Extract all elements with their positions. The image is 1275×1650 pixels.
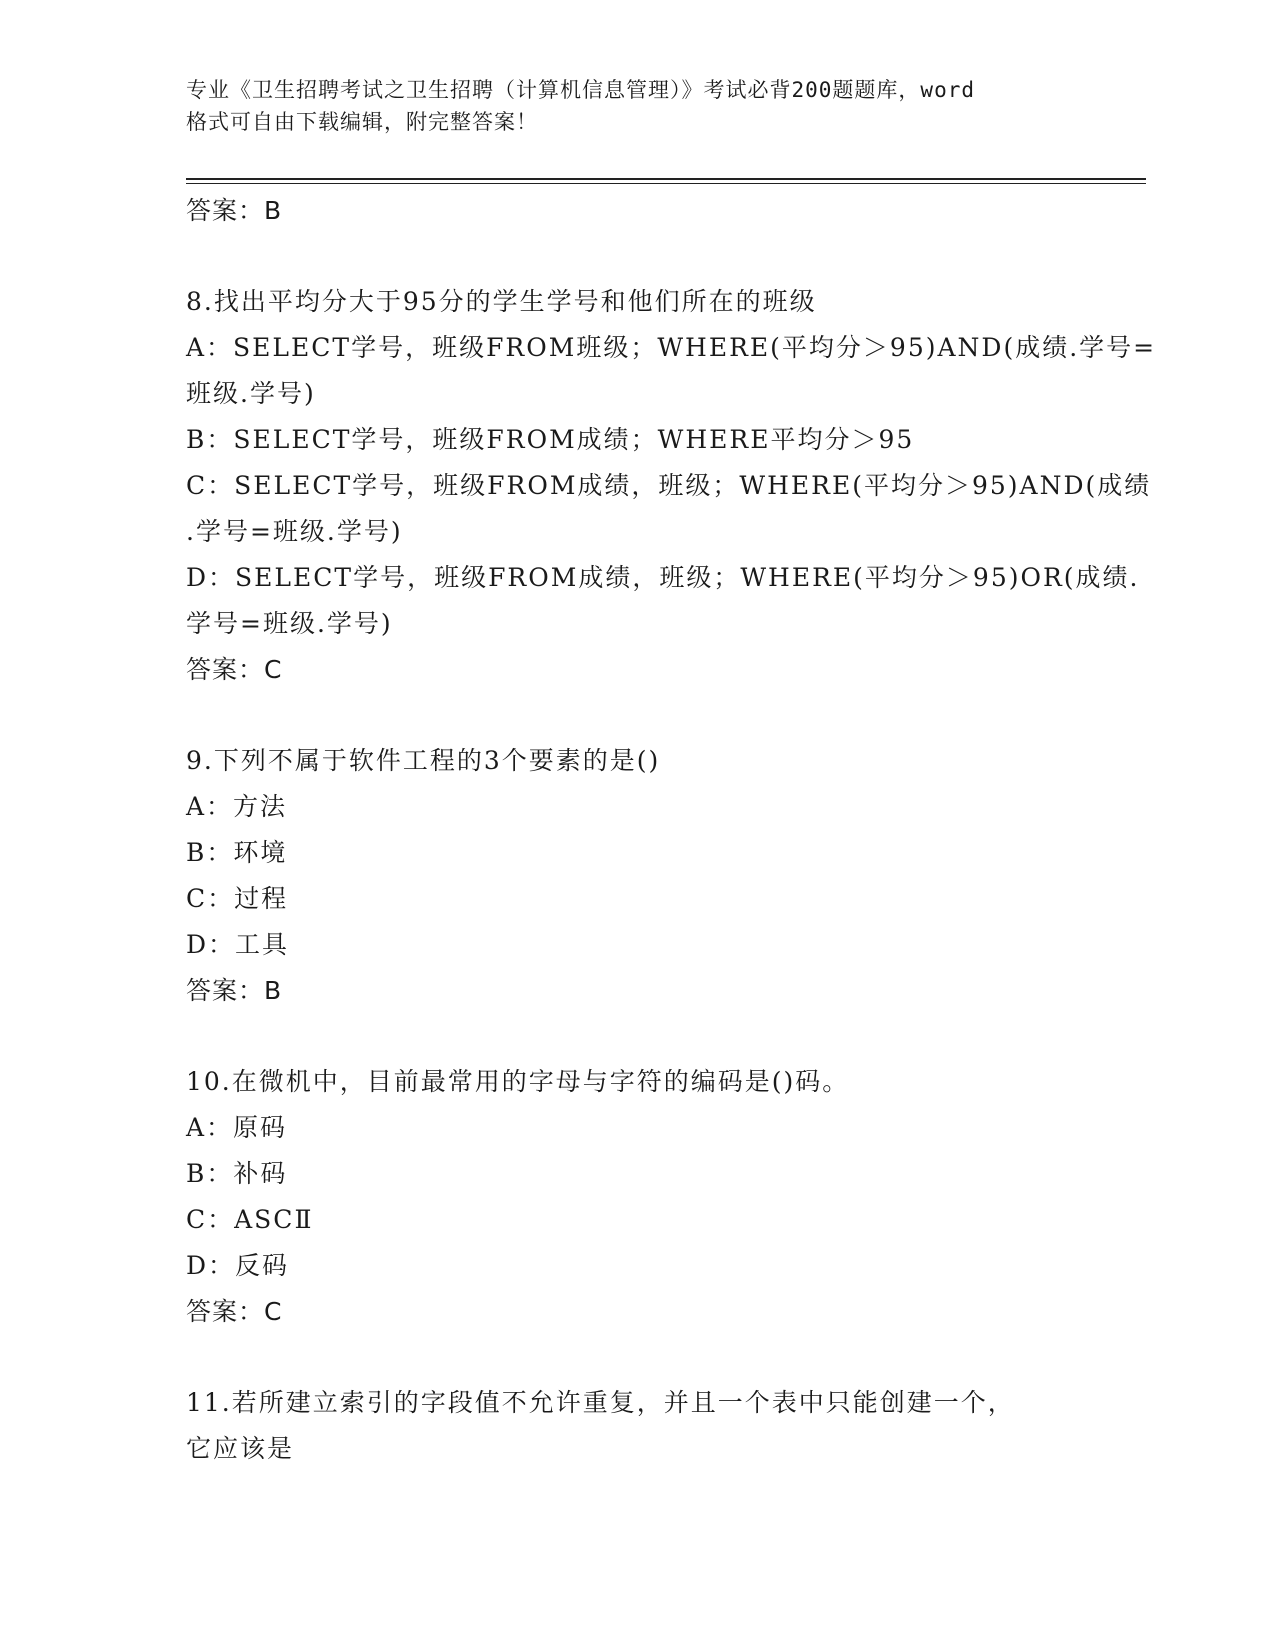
option-b: B：SELECT学号，班级FROM成绩；WHERE平均分＞95: [186, 425, 915, 454]
header-rule-thin: [186, 183, 1146, 184]
header-line-2: 格式可自由下载编辑，附完整答案！: [186, 110, 538, 134]
answer-block-7: [186, 188, 1086, 234]
question-10: [186, 1059, 1086, 1335]
question-9: [186, 738, 1086, 1014]
option-b: B：环境: [186, 838, 288, 867]
option-c: C：ASCⅡ: [186, 1205, 314, 1234]
question-stem: 10.在微机中，目前最常用的字母与字符的编码是()码。: [186, 1067, 850, 1096]
option-b: B：补码: [186, 1159, 288, 1188]
header-line-1: 专业《卫生招聘考试之卫生招聘（计算机信息管理）》考试必背200题题库，word: [186, 78, 975, 102]
question-stem: 9.下列不属于软件工程的3个要素的是(): [186, 746, 661, 775]
question-stem-cont: 它应该是: [186, 1434, 295, 1463]
option-c: C：过程: [186, 884, 289, 913]
option-a: A：原码: [186, 1113, 288, 1142]
question-11: [186, 1380, 1086, 1472]
option-c: C：SELECT学号，班级FROM成绩，班级；WHERE(平均分＞95)AND(成绩: [186, 471, 1152, 500]
option-d: D：反码: [186, 1251, 290, 1280]
answer-line: 答案：C: [186, 1297, 283, 1326]
option-d: D：工具: [186, 930, 290, 959]
header-rule-thick: [186, 178, 1146, 180]
option-c-cont: .学号=班级.学号): [186, 517, 403, 546]
option-d-cont: 学号=班级.学号): [186, 609, 393, 638]
option-a: A：方法: [186, 792, 288, 821]
answer-line: 答案：B: [186, 976, 283, 1005]
answer-line: 答案：C: [186, 655, 283, 684]
answer-line: 答案：B: [186, 196, 283, 225]
question-8: [186, 279, 1157, 693]
question-stem: 11.若所建立索引的字段值不允许重复，并且一个表中只能创建一个，: [186, 1388, 1015, 1417]
document-header: [186, 74, 1086, 138]
option-a: A：SELECT学号，班级FROM班级；WHERE(平均分＞95)AND(成绩.学号=: [186, 333, 1157, 362]
question-stem: 8.找出平均分大于95分的学生学号和他们所在的班级: [186, 287, 817, 316]
question-list: [186, 188, 1157, 1472]
option-a-cont: 班级.学号): [186, 379, 316, 408]
option-d: D：SELECT学号，班级FROM成绩，班级；WHERE(平均分＞95)OR(成绩.: [186, 563, 1140, 592]
